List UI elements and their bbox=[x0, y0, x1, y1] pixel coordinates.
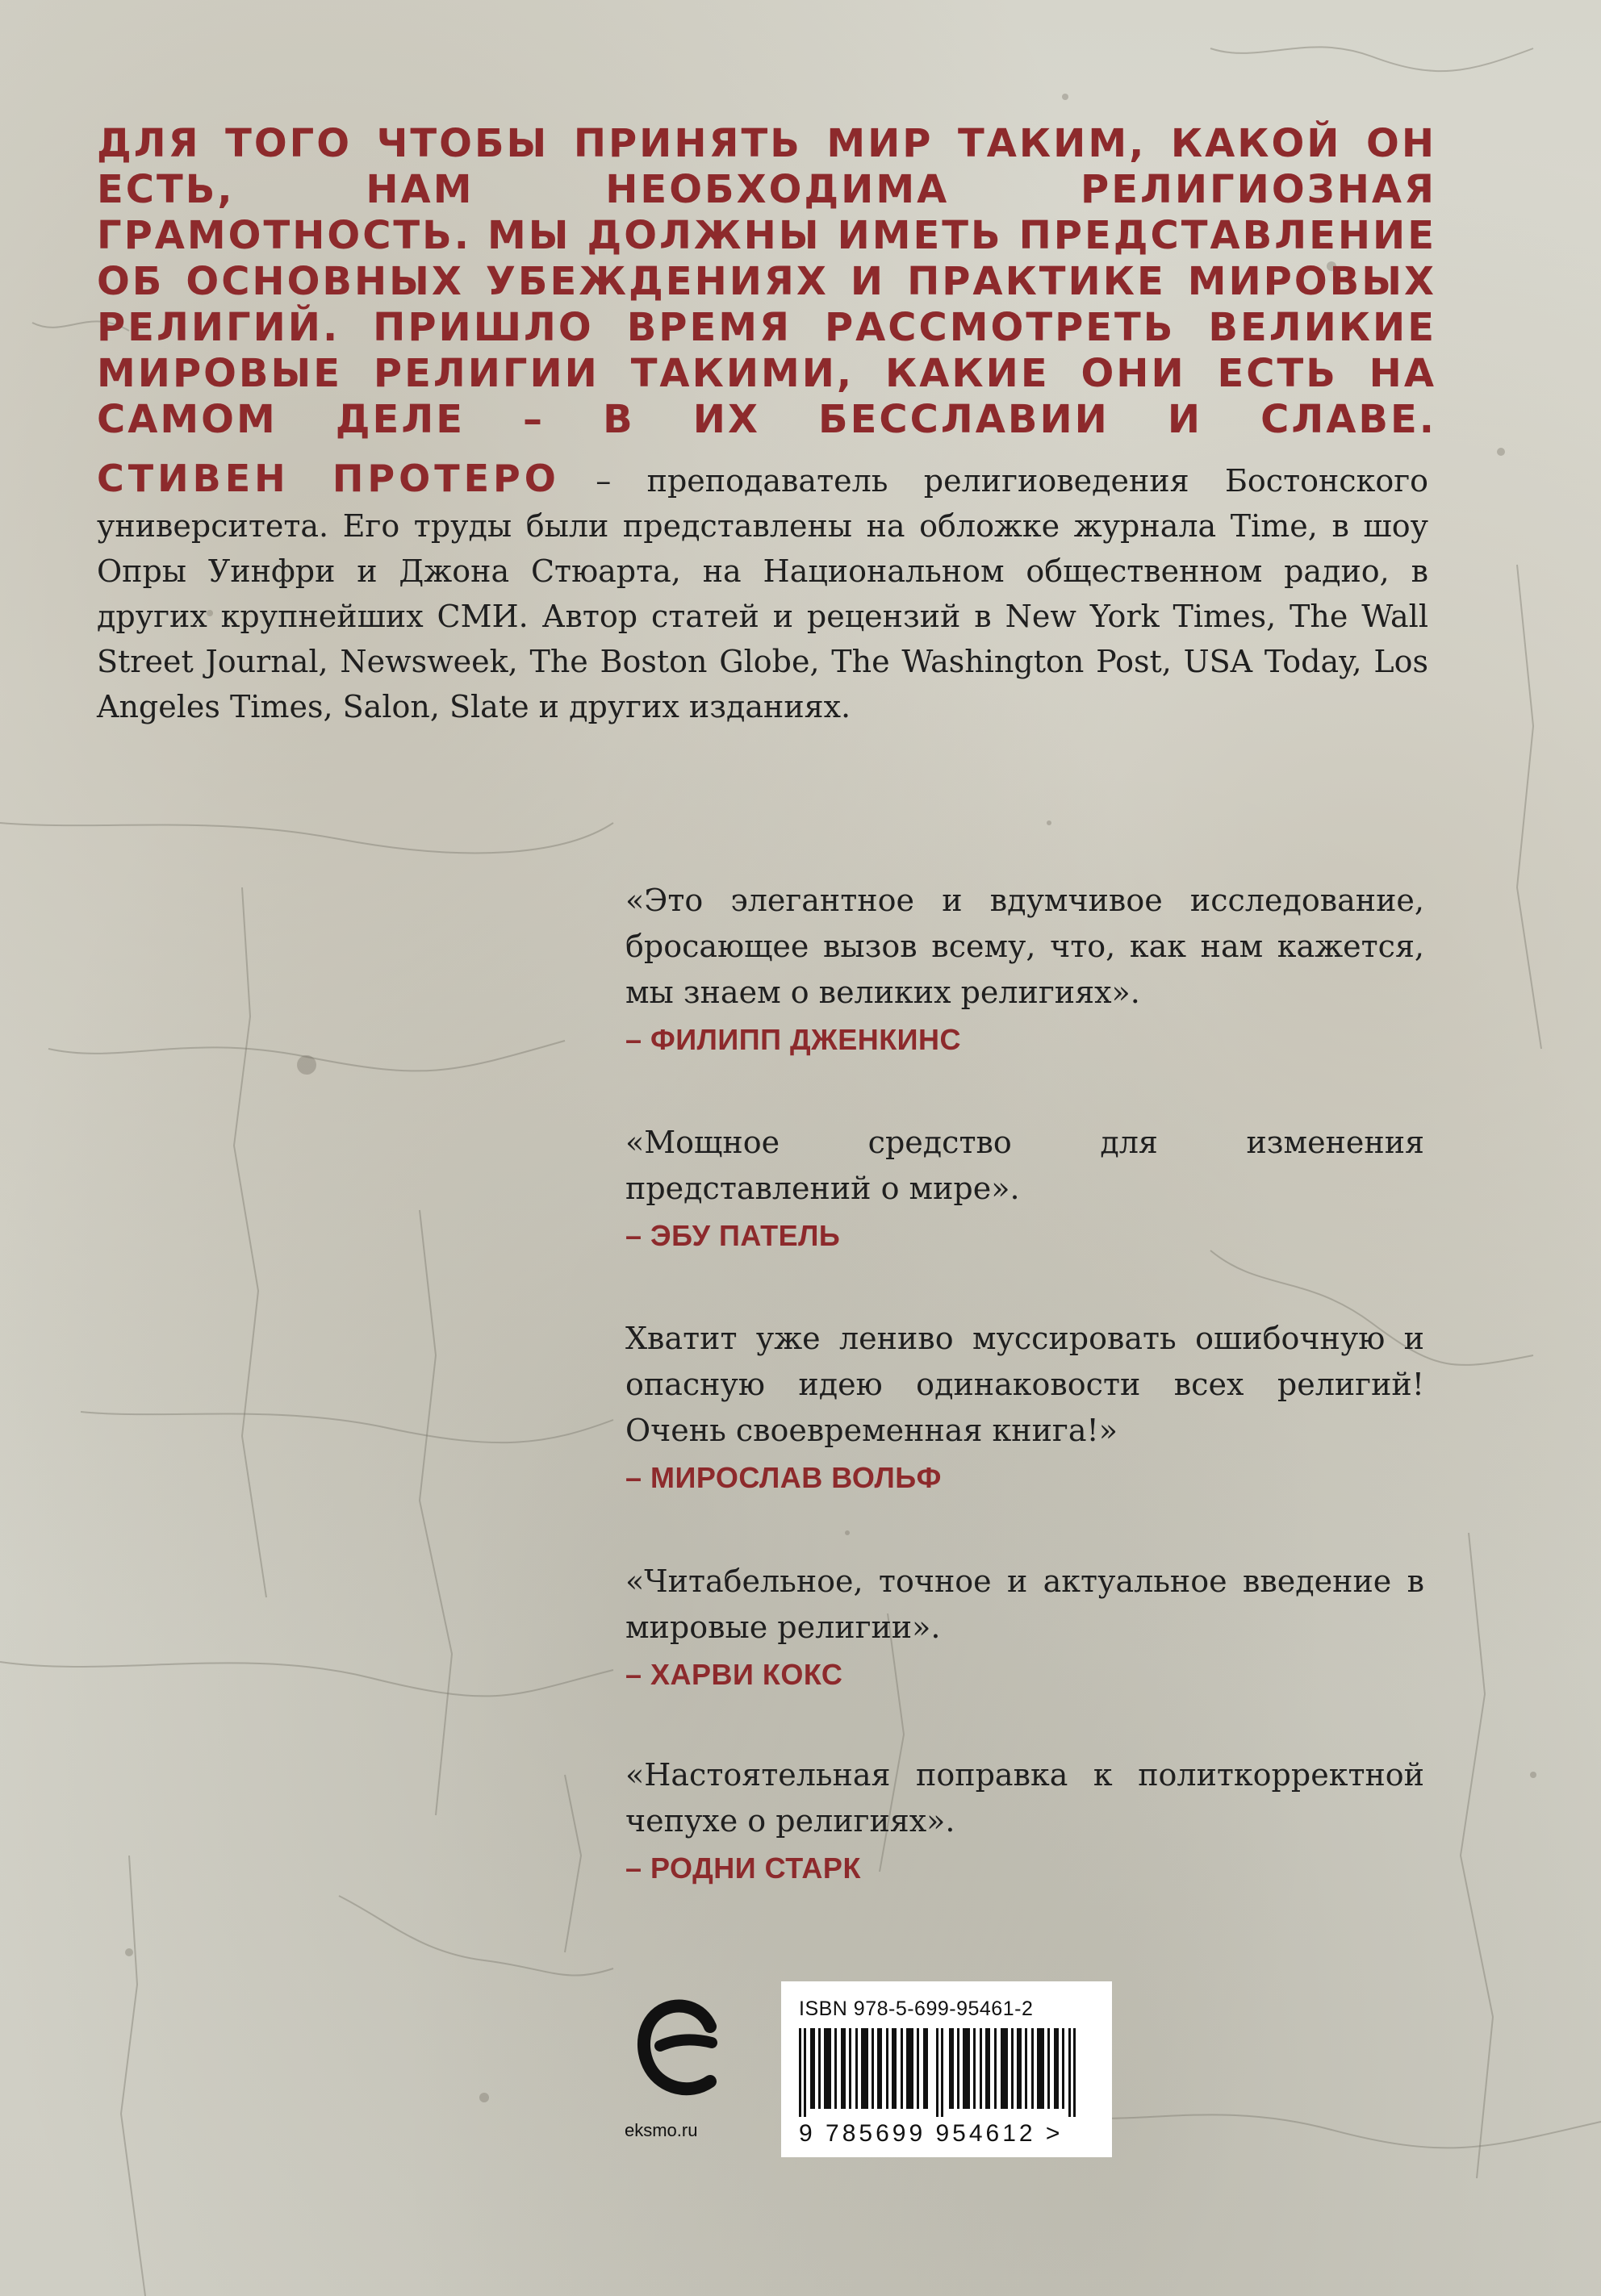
publisher-site: eksmo.ru bbox=[625, 2120, 698, 2140]
author-bio-text: – преподаватель религиоведения Бостонского университета. Его труды были представлены на обложке журнала Time, в шоу Опры Уинфри и Джона Стюарта, на Национальном общественном радио, в других крупнейших СМИ. Автор статей и рецензий в New York Times, The Wall Street Journal, Newsweek, The Boston Globe, The Washington Post, USA Today, Los Angeles Times, Salon, Slate и других изданиях. bbox=[97, 463, 1428, 724]
quote-author: – МИРОСЛАВ ВОЛЬФ bbox=[625, 1461, 942, 1494]
publisher-block bbox=[604, 1981, 1443, 2167]
quote-author: – ФИЛИПП ДЖЕНКИНС bbox=[625, 1023, 962, 1056]
review-quote bbox=[625, 1559, 1424, 1699]
eksmo-logo-icon bbox=[636, 1996, 725, 2101]
quote-text: Хватит уже лениво муссировать ошибочную и опасную идею одинаковости всех религий! Очень своевременная книга!» bbox=[625, 1321, 1424, 1448]
review-quote bbox=[625, 1120, 1424, 1260]
quote-text: «Читабельное, точное и актуальное введение в мировые религии». bbox=[625, 1563, 1424, 1645]
quote-author: – ХАРВИ КОКС bbox=[625, 1658, 843, 1691]
review-quote bbox=[625, 1752, 1424, 1893]
author-bio bbox=[97, 456, 1428, 729]
cover-headline: ДЛЯ ТОГО ЧТОБЫ ПРИНЯТЬ МИР ТАКИМ, КАКОЙ ОН ЕСТЬ, НАМ НЕОБХОДИМА РЕЛИГИОЗНАЯ ГРАМОТНОСТЬ. МЫ ДОЛЖНЫ ИМЕТЬ ПРЕДСТАВЛЕНИЕ ОБ ОСНОВНЫХ УБЕЖДЕНИЯХ И ПРАКТИКЕ МИРОВЫХ РЕЛИГИЙ. ПРИШЛО ВРЕМЯ РАССМОТРЕТЬ ВЕЛИКИЕ МИРОВЫЕ РЕЛИГИИ ТАКИМИ, КАКИЕ ОНИ ЕСТЬ НА САМОМ ДЕЛЕ – В ИХ БЕССЛАВИИ И СЛАВЕ. bbox=[97, 121, 1436, 442]
author-name: СТИВЕН ПРОТЕРО bbox=[97, 457, 560, 500]
review-quote bbox=[625, 1316, 1424, 1502]
quote-text: «Настоятельная поправка к политкорректной чепухе о религиях». bbox=[625, 1757, 1424, 1839]
isbn-label: ISBN 978-5-699-95461-2 bbox=[799, 1998, 1034, 2020]
quote-author: – ЭБУ ПАТЕЛЬ bbox=[625, 1219, 841, 1252]
review-quote bbox=[625, 878, 1424, 1064]
quote-author: – РОДНИ СТАРК bbox=[625, 1851, 861, 1885]
quote-text: «Это элегантное и вдумчивое исследование, бросающее вызов всему, что, как нам кажется, мы знаем о великих религиях». bbox=[625, 883, 1424, 1010]
barcode-icon bbox=[797, 2028, 1096, 2117]
quote-text: «Мощное средство для изменения представлений о мире». bbox=[625, 1125, 1424, 1206]
isbn-barcode bbox=[781, 1981, 1112, 2157]
barcode-digits: 9 785699 954612 > bbox=[799, 2120, 1064, 2147]
